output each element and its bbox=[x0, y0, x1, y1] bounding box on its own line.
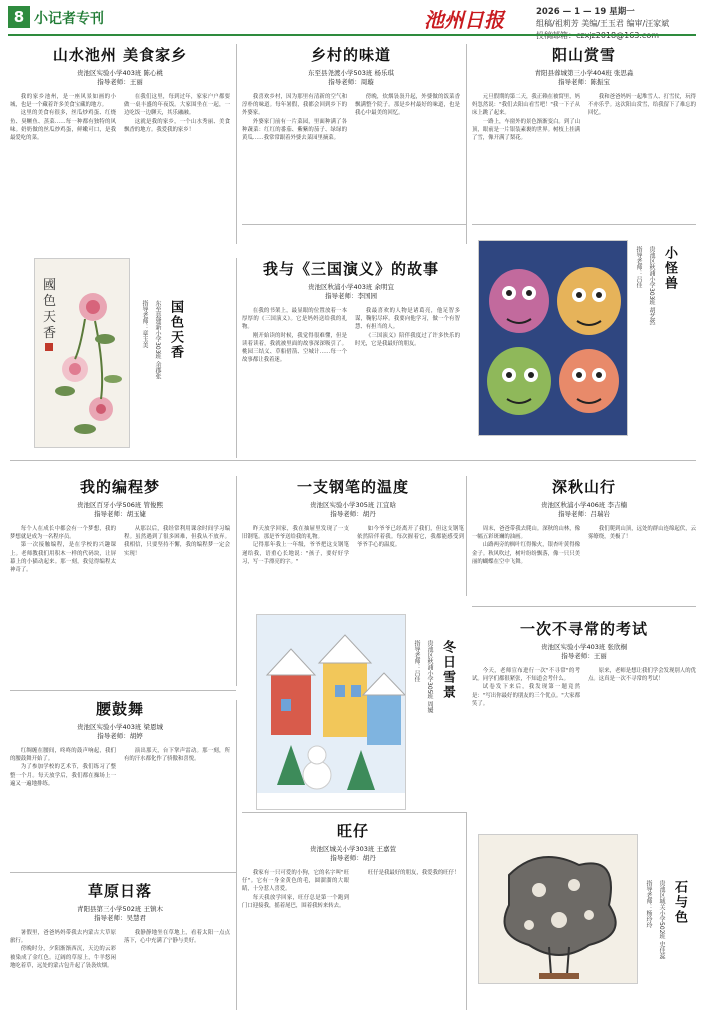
artwork-title: 小怪兽 bbox=[662, 246, 677, 291]
paragraph: 我静静地坐在草地上，看着太阳一点点落下，心中充满了宁静与美好。 bbox=[124, 930, 230, 945]
row-divider bbox=[10, 460, 696, 461]
row-divider bbox=[242, 812, 466, 813]
article-teacher: 指导老师：胡丹 bbox=[330, 854, 376, 862]
article-body-col2 bbox=[588, 525, 696, 615]
article-body-col2 bbox=[588, 93, 696, 243]
paragraph: 在我们这里，每到过年，家家户户都要做一桌丰盛的年夜饭。大家围坐在一起，一边吃饭一边聊天，其乐融融。 bbox=[124, 94, 230, 117]
article-teacher: 指导老师：王丽 bbox=[561, 652, 607, 660]
article-school: 贵池区秋浦小学403班 余明宜 bbox=[308, 283, 394, 291]
paragraph: 每天我放学回家，旺仔总是第一个跑到门口迎接我，摇着尾巴，围着我转来转去。 bbox=[242, 894, 349, 909]
article-a7 bbox=[242, 476, 464, 635]
article-title: 我与《三国演义》的故事 bbox=[262, 260, 439, 278]
paragraph: 暑假里，爸爸妈妈带我去内蒙古大草原旅行。 bbox=[10, 930, 116, 945]
article-body-col1 bbox=[242, 869, 349, 1009]
article-title: 草原日落 bbox=[87, 882, 152, 900]
artwork-caption-w2 bbox=[634, 246, 679, 416]
article-body-col1 bbox=[10, 93, 116, 233]
paragraph: 我喜欢乡村，因为那里有清新的空气和淳朴的味道。每年暑假，我都会回到乡下的外婆家。 bbox=[242, 94, 347, 117]
article-title: 一支钢笔的温度 bbox=[296, 478, 409, 496]
article-school: 东至县尧渡小学503班 杨乐琪 bbox=[308, 69, 394, 77]
article-teacher: 指导老师：吴慧君 bbox=[94, 914, 146, 922]
article-body-col1 bbox=[10, 929, 116, 1014]
article-a5 bbox=[472, 476, 696, 615]
paper-logo: 池州日报 bbox=[424, 8, 504, 32]
article-teacher: 指导老师：周璇 bbox=[328, 78, 374, 86]
header-info bbox=[536, 6, 669, 42]
article-school: 贵池区实验小学403班 陈心桃 bbox=[77, 69, 163, 77]
artwork-school: 贵池区秋浦小学303班 胡艺然 bbox=[648, 246, 655, 326]
paragraph: 这里的美食有很多，丝瓜炒鸡蛋、红烧鱼、臭鳜鱼、蒸菜……每一种都有独特的风味。奶奶做的丝瓜炒鸡蛋，鲜嫩可口，是我最爱吃的菜。 bbox=[10, 110, 116, 142]
article-body-col1 bbox=[472, 525, 580, 615]
article-title: 一次不寻常的考试 bbox=[519, 620, 648, 638]
artwork-monsters bbox=[478, 240, 628, 436]
row-divider bbox=[242, 224, 466, 225]
row-divider bbox=[472, 606, 696, 607]
article-a2 bbox=[242, 44, 460, 233]
artwork-peony bbox=[34, 258, 130, 448]
article-body-col1 bbox=[10, 747, 116, 887]
monsters-painting bbox=[479, 241, 628, 436]
paragraph: 如今爷爷已经离开了我们，但这支钢笔依然陪伴着我。每次握着它，我都能感受到爷爷手心的温度。 bbox=[357, 526, 464, 549]
article-body-col1 bbox=[10, 525, 116, 705]
paragraph: 昨天放学回家，我在抽屉里发现了一支旧钢笔。那是爷爷送给我的礼物。 bbox=[242, 526, 349, 541]
article-body-col2 bbox=[355, 307, 460, 467]
artwork-caption-w3 bbox=[412, 640, 457, 810]
article-school: 贵池区实验小学305班 江宜晗 bbox=[310, 501, 396, 509]
paragraph: 我最喜欢的人物是诸葛亮，他足智多谋，鞠躬尽瘁。我要向他学习，做一个有智慧、有担当的人。 bbox=[355, 308, 460, 331]
page-number: 8 bbox=[8, 6, 30, 28]
paragraph: 傍晚，炊烟袅袅升起，外婆做的饭菜香飘满整个院子。那是乡村最好的味道，也是我心中最美的回忆。 bbox=[355, 94, 460, 117]
paragraph: 这就是我的家乡，一个山水秀丽、美食飘香的地方。我爱我的家乡！ bbox=[124, 118, 230, 133]
winter-painting bbox=[257, 615, 406, 810]
paragraph: 演出那天，台下掌声雷动。那一刻，所有的汗水都化作了骄傲和喜悦。 bbox=[124, 748, 230, 763]
article-title: 深秋山行 bbox=[551, 478, 616, 496]
article-school: 贵池区实验小学403班 张欣桐 bbox=[541, 643, 627, 651]
article-school: 贵池区实验小学403班 梁恩城 bbox=[77, 723, 163, 731]
calligraphy-mark: 國 bbox=[43, 278, 57, 293]
row-divider bbox=[10, 690, 236, 691]
peony-flowers bbox=[55, 293, 122, 434]
article-a3 bbox=[472, 44, 696, 243]
artwork-stone bbox=[478, 834, 638, 984]
article-a1 bbox=[10, 44, 230, 233]
paragraph: 试卷发下来后，我发现第一题竟然是："写出你最好的朋友的三个优点。"大家都笑了。 bbox=[472, 684, 580, 707]
paragraph: 第一次接触编程，是在学校的兴趣课上。老师教我们用积木一样的代码块，让屏幕上的小猫动起来。那一刻，我觉得编程太神奇了。 bbox=[10, 542, 116, 574]
paragraph: 我和爸爸妈妈一起堆雪人、打雪仗，玩得不亦乐乎。这次阳山赏雪，给我留下了难忘的回忆。 bbox=[588, 94, 696, 117]
article-school: 贵池区城关小学303班 王嘉萱 bbox=[310, 845, 396, 853]
column-name: 小记者专刊 bbox=[34, 11, 104, 27]
column-divider bbox=[236, 258, 237, 458]
row-divider bbox=[10, 872, 236, 873]
article-body-col1 bbox=[242, 307, 347, 467]
seal-stamp bbox=[45, 343, 53, 351]
paragraph: 原来，老师是想让我们学会发现别人的优点。这真是一次不寻常的考试！ bbox=[588, 668, 696, 683]
artwork-teacher: 指导老师：吕佳 bbox=[413, 640, 420, 682]
artwork-teacher: 指导老师：吕佳 bbox=[635, 246, 642, 288]
column-divider bbox=[236, 476, 237, 686]
artwork-school: 贵池区城关小学502班 史佳蕊 bbox=[658, 880, 665, 960]
paragraph: 旺仔是我最好的朋友，我爱我的旺仔！ bbox=[367, 870, 460, 876]
article-a4 bbox=[242, 258, 460, 467]
artwork-title: 冬日雪景 bbox=[440, 640, 455, 700]
article-title: 我的编程梦 bbox=[79, 478, 160, 496]
paragraph: 山路两旁的枫叶红得像火，银杏叶黄得像金子。秋风吹过，树叶纷纷飘落，像一只只美丽的蝴蝶在空中飞舞。 bbox=[472, 542, 580, 565]
article-body-col1 bbox=[472, 667, 580, 817]
article-school: 贵池区百牙小学506班 管俊熙 bbox=[77, 501, 163, 509]
artwork-caption-w1 bbox=[140, 300, 185, 440]
peony-painting bbox=[35, 259, 130, 448]
header-date: 2026 — 1 — 19 星期一 bbox=[536, 7, 635, 17]
paragraph: 为了参加学校的艺术节，我们练习了整整一个月。每天放学后，我们都在操场上一遍又一遍地排练。 bbox=[10, 764, 116, 787]
article-school: 青阳县蓉城第三小学404班 张思淼 bbox=[534, 69, 634, 77]
paragraph: 每个人在成长中都会有一个梦想，我的梦想就是成为一名程序员。 bbox=[10, 526, 116, 541]
header-divider bbox=[8, 34, 696, 36]
article-title: 乡村的味道 bbox=[310, 46, 391, 64]
article-body-col2 bbox=[124, 525, 230, 705]
article-teacher: 指导老师：陈振宝 bbox=[558, 78, 610, 86]
article-teacher: 指导老师：吕瑞岩 bbox=[558, 510, 610, 518]
article-a11 bbox=[242, 820, 464, 1009]
artwork-teacher: 指导老师：章玉美 bbox=[141, 300, 148, 348]
paragraph: 元旦假期的第二天，我正赖在被窝里，妈妈忽然说："我们去阳山看雪吧！"我一下子从床上跳了起来。 bbox=[472, 94, 580, 117]
paragraph: 从那以后，我经常利用课余时间学习编程。虽然遇到了很多困难，但我从不放弃。我相信，只要坚持不懈，我的编程梦一定会实现！ bbox=[124, 526, 230, 557]
artwork-title: 国色天香 bbox=[168, 300, 183, 360]
article-body-col2 bbox=[588, 667, 696, 817]
article-school: 贵池区秋浦小学406班 李吉楠 bbox=[541, 501, 627, 509]
article-school: 青阳县第三小学502班 王镇木 bbox=[77, 905, 163, 913]
article-a10 bbox=[10, 880, 230, 1014]
article-body-col2 bbox=[124, 747, 230, 887]
article-body-col1 bbox=[472, 93, 580, 243]
artwork-caption-w4 bbox=[644, 880, 689, 1000]
paragraph: 《三国演义》陪伴我度过了许多快乐的时光，它是我最好的朋友。 bbox=[355, 332, 460, 347]
column-divider bbox=[236, 44, 237, 244]
artwork-winter bbox=[256, 614, 406, 810]
header-email bbox=[536, 30, 669, 42]
article-body-col1 bbox=[242, 93, 347, 233]
artwork-title: 石与色 bbox=[672, 880, 687, 925]
paragraph: 在我的书架上，最显眼的位置放着一本厚厚的《三国演义》。它是妈妈送给我的礼物。 bbox=[242, 308, 347, 331]
paragraph: 我们爬到山顶，远处的群山连绵起伏，云雾缭绕，美极了！ bbox=[588, 526, 696, 541]
article-teacher: 指导老师：胡玉婕 bbox=[94, 510, 146, 518]
column-divider bbox=[236, 700, 237, 1010]
column-divider bbox=[466, 44, 467, 244]
svg-text:香: 香 bbox=[43, 326, 57, 341]
paragraph: 我家有一只可爱的小狗，它的名字叫"旺仔"。它有一身金黄色的毛，圆溜溜的大眼睛，十分惹人喜爱。 bbox=[242, 870, 349, 893]
paragraph: 一路上，车窗外的景色渐渐变白。到了山顶，眼前是一片银装素裹的世界。树枝上挂满了雪，像开满了梨花。 bbox=[472, 118, 580, 142]
article-teacher: 指导老师：李国园 bbox=[325, 292, 377, 300]
paragraph: 周末，爸爸带我去爬山。深秋的山林，像一幅五彩斑斓的油画。 bbox=[472, 526, 580, 541]
paragraph: 傍晚时分，夕阳渐渐西沉，天边的云彩被染成了金红色。辽阔的草原上，牛羊悠闲地吃着草，远处的蒙古包升起了袅袅炊烟。 bbox=[10, 946, 116, 969]
column-divider bbox=[466, 812, 467, 1010]
svg-text:天: 天 bbox=[43, 310, 57, 325]
paragraph: 记得那年我上一年级，爷爷把这支钢笔递给我，语重心长地说："孩子，要好好学习，写一手漂亮的字。" bbox=[242, 542, 349, 565]
header-editors: 组稿/祖莉芳 美编/王玉君 编审/汪家斌 bbox=[536, 19, 670, 28]
article-a9 bbox=[472, 618, 696, 817]
article-title: 旺仔 bbox=[336, 822, 369, 840]
article-body-col2 bbox=[124, 93, 230, 233]
svg-text:色: 色 bbox=[43, 294, 57, 309]
article-teacher: 指导老师：胡婷 bbox=[97, 732, 143, 740]
paragraph: 外婆家门前有一片菜园，里面种满了各种蔬菜：红红的番茄、紫紫的茄子、绿绿的黄瓜……我常常跟着外婆去菜园里摘菜。 bbox=[242, 118, 347, 142]
artwork-school: 东至县建新小学303班 余郡张 bbox=[154, 300, 161, 380]
article-teacher: 指导老师：胡丹 bbox=[330, 510, 376, 518]
paragraph: 红绸缠在腰间，咚咚的鼓声响起，我们的腰鼓舞开始了。 bbox=[10, 748, 116, 763]
article-body-col2 bbox=[355, 93, 460, 233]
article-title: 山水池州 美食家乡 bbox=[52, 46, 188, 64]
artwork-school: 贵池区秋浦小学305班 周媛 bbox=[426, 640, 433, 714]
paragraph: 今天，老师宣布进行一次"不寻常"的考试。同学们都很紧张，不知道会考什么。 bbox=[472, 668, 580, 683]
article-title: 腰鼓舞 bbox=[95, 700, 144, 718]
article-teacher: 指导老师：王丽 bbox=[97, 78, 143, 86]
article-a6 bbox=[10, 476, 230, 705]
artwork-teacher: 指导老师：杨玲玲 bbox=[645, 880, 652, 928]
article-body-col2 bbox=[124, 929, 230, 1014]
paragraph: 我的家乡池州，是一座风景如画的小城，也是一个藏着许多美食宝藏的地方。 bbox=[10, 94, 116, 109]
stone-painting bbox=[479, 835, 638, 984]
row-divider bbox=[472, 224, 696, 225]
article-body-col2 bbox=[357, 869, 464, 1009]
article-a8 bbox=[10, 698, 230, 887]
article-title: 阳山赏雪 bbox=[551, 46, 616, 64]
paragraph: 刚开始读的时候，我觉得很难懂，但是读着读着，我就被里面的故事深深吸引了。桃园三结义、草船借箭、空城计……每一个故事都让我着迷。 bbox=[242, 332, 347, 364]
column-divider bbox=[466, 476, 467, 596]
